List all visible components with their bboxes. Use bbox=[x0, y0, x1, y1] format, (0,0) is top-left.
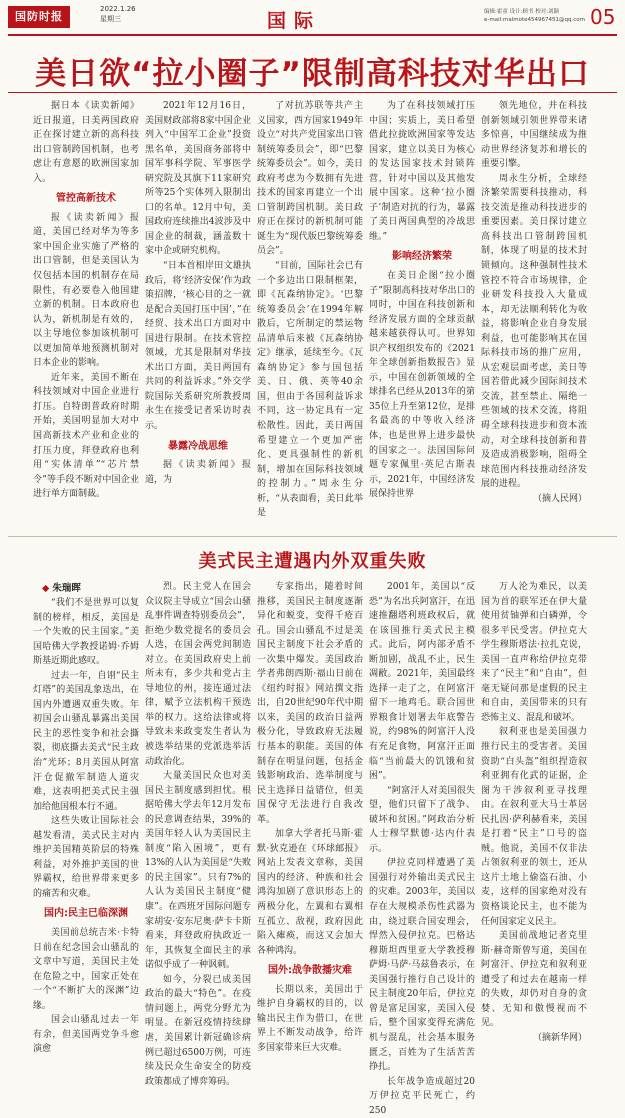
byline bbox=[42, 580, 81, 594]
article1-col2 bbox=[145, 99, 251, 529]
paragraph: “我们不是世界可以复制的榜样，相反，美国是一个失败的民主国家。”美国哈佛大学教授诺姆·乔姆斯基近期此感叹。 bbox=[33, 598, 139, 667]
paragraph: 周永生分析，全球经济繁荣需要科技推动，科技交流是推动科技进步的重要因素。美日探讨建立高科技出口管制跨国机制，体现了明显的技术封锁倾向。这种强制性技术管控不符合市场规律，企业研发科技投入大量成本，却无法顺利转化为收益，将影响企业自身发展利益，也可能影响其在国际科技市场的推广应用，从宏观层面考虑，美日等国若借此减少国际间技术交流，甚至禁止、隔绝一些领域的技术交流，将阻碍全球科技进步和资本流动，对全球科技创新和普及造成消极影响，阻碍全球范围内科技推动经济发展的进程。 bbox=[481, 173, 587, 490]
article1-headline: 美日欲“拉小圈子”限制高科技对华出口 bbox=[35, 56, 590, 92]
subheading: 管控高新技术 bbox=[56, 193, 116, 205]
editors-info bbox=[484, 8, 592, 24]
paragraph: 了对抗苏联等共产主义国家，西方国家1949年设立“对共产党国家出口管制统筹委员会”，即“巴黎统筹委员会”。如今，美日政府考虑为今数拥有先进技术的国家再建立一个出口管制跨国机制。美日政府正在探讨的新机制可能诞生为“现代版巴黎统筹委员会”。 bbox=[257, 101, 363, 257]
paragraph: 烈。民主党人在国会众议院主导成立“国会山骚乱事件调查特别委员会”，拒绝少数党提名的委员会人选，在国会两党间制造对立。在美国政府史上前所未有，多少共和党占主导地位的州，接连通过法律，赋予立法机构干预选举的权力。这给法律或将导致未来政变发生者认为被选举结果的党派选举活动政治化。 bbox=[145, 582, 251, 767]
page-number: 05 bbox=[590, 5, 616, 29]
masthead-rule bbox=[8, 34, 617, 36]
article2-col1 bbox=[33, 596, 139, 1055]
paragraph: 加拿大学者托马斯·霍默·狄克逊在《环球邮报》网站上发表文章称，美国国内的经济、种族和社会鸿沟加剧了意识形态上的两极分化，左翼和右翼相互孤立、敌视，政府因此陷入瘫痪，而这又会加大各种鸿沟。 bbox=[257, 829, 363, 956]
subheading: 暴露冷战思维 bbox=[168, 440, 228, 452]
source-note: （摘人民网） bbox=[532, 493, 587, 504]
article1-col1 bbox=[33, 99, 139, 529]
article2-headline: 美式民主遭遇内外双重失败 bbox=[198, 551, 427, 572]
author-name: 朱瑞晖 bbox=[52, 583, 81, 594]
headline-rule bbox=[8, 92, 617, 93]
editors-email: e-mail:malmote454967451@qq.com bbox=[484, 17, 585, 23]
paragraph: 叙利亚也是美国强力推行民主的受害者。美国资助“白头盔”组织捏造叙利亚拥有化武的证据，企图为干涉叙利亚寻找理由。在叙利亚大马士革居民扎因·萨利赫看来，美国是打着“民主”口号的盗贼。他说，美国不仅非法占领叙利亚的领土，还从这片土地上偷盗石油、小麦，这样的国家绝对没有资格谈论民主，也不能为任何国家定义民主。 bbox=[481, 727, 587, 927]
paragraph: 美国前总统吉米·卡特日前在纪念国会山骚乱的文章中写道，美国民主处在危险之中，国家正处在一个“不断扩大的深渊”边缘。 bbox=[33, 928, 139, 1011]
paragraph: “阿富汗人对美国很失望，他们只留下了战争、破坏和贫困。”阿政治分析人士穆罕默德·达内什表示。 bbox=[369, 785, 475, 854]
paragraph: 国会山骚乱过去一年有余，但美国两党争斗愈演愈 bbox=[33, 1015, 139, 1055]
article1-col5 bbox=[481, 99, 587, 529]
section-title: 国际 bbox=[267, 10, 322, 32]
subheading: 影响经济繁荣 bbox=[392, 251, 452, 263]
paragraph: “目前，国际社会已有一个多边出口限制框架，即《瓦森纳协定》。‘巴黎统筹委员会’在1994年解散后，它所制定的禁运物品清单后来被《瓦森纳协定》继承，延续至今。《瓦森纳协定》参与国包括美、日、俄、英等40余国，但由于各国利益诉求不同，这一协定具有一定松散性。因此，美日两国希望建立一个更加严密化、更具强制性的新机制，增加在国际科技领域的控制力。”周永生分析，“从表面看，美日此举是 bbox=[257, 261, 363, 519]
masthead bbox=[0, 0, 625, 38]
article2-col5 bbox=[481, 580, 587, 1043]
paragraph: 长期以来，美国出于维护自身霸权的目的，以输出民主作为借口，在世界上不断发动战争，给许多国家带来巨大灾难。 bbox=[257, 984, 363, 1053]
paragraph: 伊拉克同样遭遇了美国强行对外输出美式民主的灾难。2003年，美国以存在大规模杀伤性武器为由，绕过联合国安理会，悍然入侵伊拉克。巴格达穆斯坦西里亚大学教授穆萨姆·马萨·马兹鲁表示，在美国强行推行自己设计的民主制度20年后，伊拉克曾是富足国家，美国入侵后，整个国家变得充满危机与混乱，社会基本服务匮乏，百姓为了生活苦苦挣扎。 bbox=[369, 858, 475, 1073]
newspaper-logo: 国防时报 bbox=[8, 6, 70, 28]
paragraph: 2021年12月16日，美国财政部将8家中国企业列入“中国军工企业”投资黑名单，美国商务部将中国军事科学院、军事医学研究院及其旗下11家研究所等25个实体列入限制出口的名单。12月中旬，美国政府连续推出4波涉及中国企业的制裁，涵盖数十家中企或研究机构。 bbox=[145, 101, 251, 257]
article2-col3 bbox=[257, 580, 363, 1053]
paragraph: 领先地位，并在科技创新领域引领世界带来诸多惊喜，中国继续成为推动世界经济复苏和增长的重要引擎。 bbox=[481, 101, 587, 170]
paragraph: 如今，分裂已成美国政治的最大“特色”。在疫情问题上，两党分野尤为明显。在新冠疫情持续肆虐，美国累计新冠确诊病例已超过6500万例，可连续及民众生命安全的防疫政策都成了博弈筹码。 bbox=[145, 974, 251, 1087]
paragraph: 这些失败让国际社会越发看清，美式民主对内维护美国精英阶层的特殊利益，对外推护美国的世界霸权，给世界带来更多的痛苦和灾难。 bbox=[33, 816, 139, 899]
weekday-value: 星期三 bbox=[100, 15, 121, 23]
paragraph: 过去一年，自诩“民主灯塔”的美国乱象迭出，在国内外遭遇双重失败。年初国会山骚乱暴露出美国民主的恶性变争和社会撕裂，彻底撕去美式“民主政治”光环；8月美国从阿富汗仓促撤军制造人道灾难，这表明把美式民主强加给他国根本行不通。 bbox=[33, 670, 139, 812]
article1-col4 bbox=[369, 99, 475, 529]
bullet-icon: ◆ bbox=[42, 583, 50, 594]
paragraph: 专家指出，随着时间推移，美国民主制度逐渐异化和蜕变，变得千疮百孔。国会山骚乱不过是美国民主制度下社会矛盾的一次集中爆发。美国政治学者弗朗西斯·福山日前在《纽约时报》网站撰文指出，自20世纪90年代中期以来，美国的政治日益两极分化，导致政府无法履行基本的职能。美国的体制存在明显问题，包括金钱影响政治、选举制度与民主选择日益错位，但美国保守无法进行自我改革。 bbox=[257, 582, 363, 825]
paragraph: 据日本《读卖新闻》近日报道，日美两国政府正在探讨建立新的高科技出口管制跨国机制，也考虑让有意愿的欧洲国家加入。 bbox=[33, 101, 139, 184]
paragraph: 在美日企图“拉小圈子”限制高科技对华出口的同时，中国在科技创新和经济发展方面的全球贡献越来越获得认可。世界知识产权组织发布的《2021年全球创新指数报告》显示，中国在创新领域的全球排名已经从2013年的第35位上升至第12位，是排名最高的中等收入经济体，也是世界上进步最快的国家之一。法国国际问题专家佩里·英尼古斯表示，2021年，中国经济发展保持世界 bbox=[369, 271, 475, 500]
paragraph: 万人沦为难民，以美国为首的联军还在伊大量使用贫铀弹和白磷弹，令很多平民受害。伊拉克大学生穆斯塔法·拉扎克说，美国一直声称给伊拉克带来了“民主”和“自由”，但毫无疑问那是虚假的民主和自由，美国带来的只有恐怖主义、混乱和破坏。 bbox=[481, 582, 587, 723]
paragraph: 报《读卖新闻》报道，美国已经对华为等多家中国企业实施了严格的出口管制，但是美国认为仅包括本国的机制存在局限性，有必要卷入他国建立新的机制。日本政府也认为，新机制是有效的，以主导地位参加该机制可以更加简单地预测机制对日本企业的影响。 bbox=[33, 212, 139, 369]
article-divider bbox=[8, 536, 617, 537]
article1-col3 bbox=[257, 99, 363, 529]
paragraph: 为了在科技领域打压中国；实质上，美日希望借此拉拢欧洲国家等发达国家，建立以美日为核心的发达国家技术封锁阵营，针对中国以及其他发展中国家。这种‘拉小圈子’制造对抗的行为，暴露了美日两国典型的冷战思维。” bbox=[369, 101, 475, 242]
subheading: 国外:战争散播灾难 bbox=[268, 965, 352, 977]
source-note: （摘新华网） bbox=[532, 1032, 587, 1043]
editors-credits: 编辑:霍童 设计:顾书 校对:刘颖 bbox=[484, 9, 560, 15]
paragraph: 近年来，美国不断在科技领域对中国企业进行打压。自特朗普政府时期开始，美国明显加大对中国高新技术产业和企业的打压力度，拜登政府也利用“实体清单”“芯片禁令”等手段不断对中国企业进行单方面制裁。 bbox=[33, 372, 139, 500]
issue-date bbox=[100, 4, 136, 24]
paragraph: 长年战争造成超过20万伊拉克平民死亡，约250 bbox=[369, 1076, 475, 1116]
paragraph: 2001年，美国以“反恐”为名出兵阿富汗，在迅速推翻塔利班政权后，就在该国推行美式民主模式。此后，阿内部矛盾不断加剧，战乱不止，民生凋敝。2021年，美国最终选择一走了之，在阿富汗留下一地鸡毛。联合国世界粮食计划署去年底警告说，约98%的阿富汗人没有充足食物，阿富汗正面临“当前最大的饥饿和贫困”。 bbox=[369, 582, 475, 782]
paragraph: “日本首相岸田文雄执政后，将‘经济安保’作为政策招牌，‘核心目的之一就是配合美国打压中国’，”在经贸、技术出口方面对中国进行限制。在技术管控领域，尤其是限制对华技术出口方面，美日两国有共同的利益诉求。”外交学院国际关系研究所教授周永生在接受记者采访时表示。 bbox=[145, 261, 251, 432]
paragraph: 大量美国民众也对美国民主制度感到担忧。根据哈佛大学去年12月发布的民意调查结果，39%的美国年轻人认为美国民主制度“陷入困境”，更有13%的人认为美国是“失败的民主国家”。只有7%的人认为美国民主制度“健康”。在西班牙国际问题专家胡安·安东尼奥·萨卡卡斯看来，拜登政府执政近一年，其恢复全面民主的承诺似乎成了一种讽刺。 bbox=[145, 771, 251, 971]
subheading: 国内:民主已临深渊 bbox=[44, 908, 128, 920]
date-value: 2022.1.26 bbox=[100, 5, 136, 13]
paragraph: 美国前战地记者克里斯·赫奇斯曾写道，美国在阿富汗、伊拉克和叙利亚遭受了和过去在越南一样的失败，却仍对自身的贪婪、无知和傲慢视而不见。 bbox=[481, 931, 587, 1029]
paragraph: 据《读卖新闻》报道，为 bbox=[145, 460, 251, 485]
article2-col2 bbox=[145, 580, 251, 1087]
article2-col4 bbox=[369, 580, 475, 1116]
